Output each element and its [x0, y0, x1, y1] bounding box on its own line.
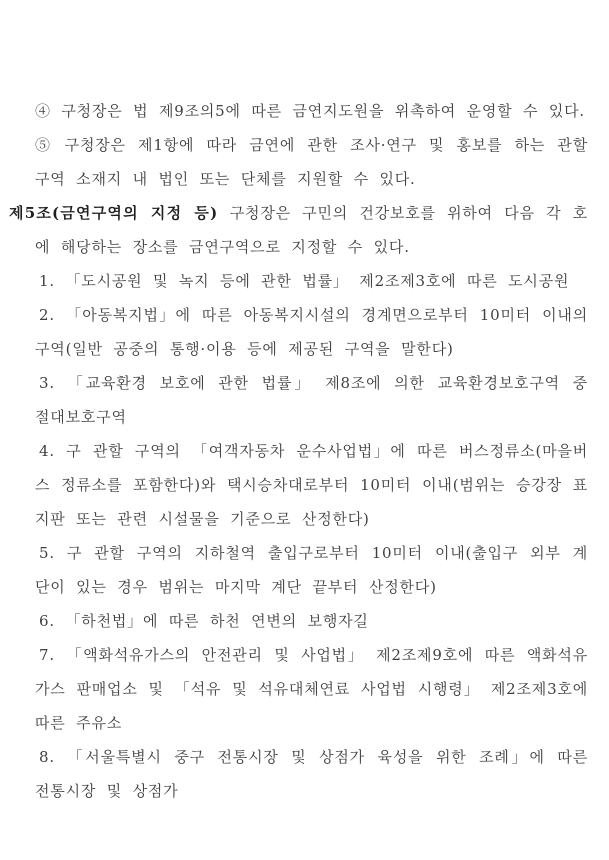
- list-item-1: [35, 264, 588, 298]
- list-item-7: [35, 638, 588, 740]
- clause-paragraph-5: ⑤ 구청장은 제1항에 따라 금연에 관한 조사·연구 및 홍보를 하는 관할 구역 소재지 내 법인 또는 단체를 지원할 수 있다.: [35, 136, 588, 188]
- list-item-6: [35, 604, 588, 638]
- list-item-number: 2.: [39, 306, 55, 324]
- clause-paragraph-4: ④ 구청장은 법 제9조의5에 따른 금연지도원을 위촉하여 운영할 수 있다.: [35, 102, 585, 120]
- list-item-text: 「교육환경 보호에 관한 법률」 제8조에 의한 교육환경보호구역 중 절대보호구역: [35, 374, 588, 426]
- list-item-number: 8.: [39, 748, 55, 766]
- list-item-text: 「하천법」에 따른 하천 연변의 보행자길: [65, 612, 369, 630]
- list-item-3: [35, 366, 588, 434]
- list-item-text: 「서울특별시 중구 전통시장 및 상점가 육성을 위한 조례」에 따른 전통시장 및 상점가: [35, 748, 588, 800]
- list-item-number: 5.: [39, 544, 55, 562]
- list-item-number: 3.: [39, 374, 55, 392]
- list-item-4: [35, 434, 588, 536]
- article-5-heading: 제5조(금연구역의 지정 등): [9, 204, 219, 222]
- list-item-text: 「도시공원 및 녹지 등에 관한 법률」 제2조제3호에 따른 도시공원: [65, 272, 570, 290]
- list-item-number: 6.: [39, 612, 55, 630]
- list-item-text: 구 관할 구역의 지하철역 출입구로부터 10미터 이내(출입구 외부 계단이 있는 경우 범위는 마지막 계단 끝부터 산정한다): [35, 544, 588, 596]
- article-5-intro-text: 구청장은 구민의 건강보호를 위하여 다음 각 호에 해당하는 장소를 금연구역으로 지정할 수 있다.: [35, 204, 588, 256]
- list-item-2: [35, 298, 588, 366]
- list-item-number: 4.: [39, 442, 55, 460]
- list-item-number: 1.: [39, 272, 55, 290]
- list-item-text: 구 관할 구역의 「여객자동차 운수사업법」에 따른 버스정류소(마을버스 정류소를 포함한다)와 택시승차대로부터 10미터 이내(범위는 승강장 표지판 또는 관련 시설물을 기준으로 산정한다): [35, 442, 588, 528]
- list-item-number: 7.: [39, 646, 55, 664]
- list-item-text: 「아동복지법」에 따른 아동복지시설의 경계면으로부터 10미터 이내의 구역(일반 공중의 통행·이용 등에 제공된 구역을 말한다): [35, 306, 588, 358]
- list-item-text: 「액화석유가스의 안전관리 및 사업법」 제2조제9호에 따른 액화석유가스 판매업소 및 「석유 및 석유대체연료 사업법 시행령」 제2조제3호에 따른 주유소: [35, 646, 588, 732]
- list-item-5: [35, 536, 588, 604]
- article-5-paragraph: [9, 196, 588, 264]
- list-item-8: [35, 740, 588, 808]
